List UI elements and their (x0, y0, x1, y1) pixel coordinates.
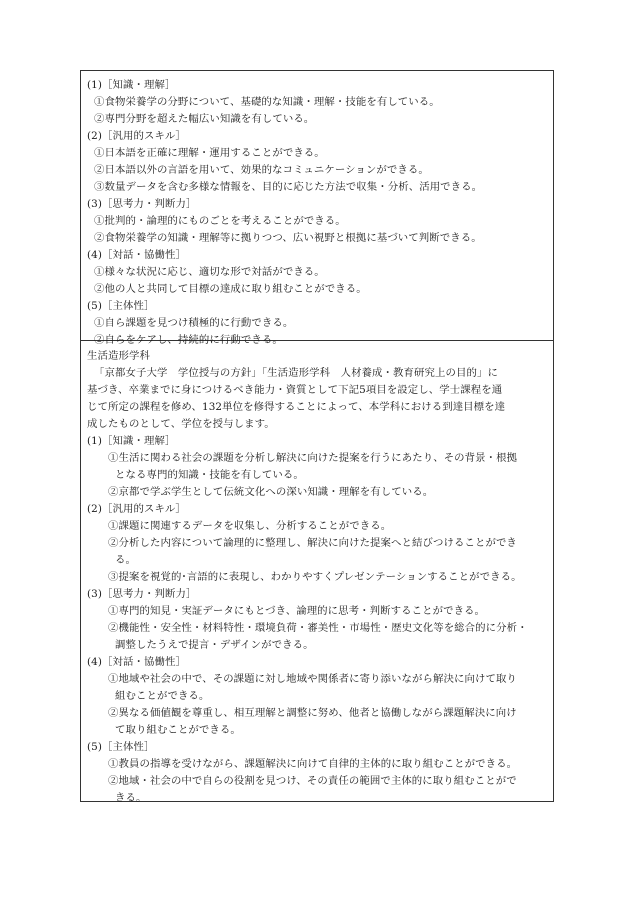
item-dialogue-2: ②他の人と共同して目標の達成に取り組むことができる。 (94, 283, 367, 295)
item-a2-2-b: きる。 (115, 792, 147, 804)
item-knowledge-2: ②専門分野を超えた幅広い知識を有している。 (94, 113, 315, 125)
intro-line-4: 成したものとして、学位を授与します。 (87, 418, 275, 430)
item-k2-1-a: ①生活に関わる社会の課題を分析し解決に向けた提案を行うにあたり、その背景・根拠 (108, 452, 518, 464)
item-dialogue-1: ①様々な状況に応じ、適切な形で対話ができる。 (94, 266, 325, 278)
heading-thinking-2: (3)［思考力・判断力］ (87, 588, 197, 600)
item-autonomy-1: ①自ら課題を見つけ積極的に行動できる。 (94, 317, 294, 329)
item-thinking-1: ①批判的・論理的にものごとを考えることができる。 (94, 215, 346, 227)
heading-knowledge-2: (1)［知識・理解］ (87, 435, 176, 447)
heading-autonomy-2: (5)［主体性］ (87, 741, 155, 753)
item-skills-2: ②日本語以外の言語を用いて、効果的なコミュニケーションができる。 (94, 164, 429, 176)
item-t2-2-a: ②機能性・安全性・材料特性・環境負荷・審美性・市場性・歴史文化等を総合的に分析・ (108, 622, 528, 634)
heading-dialogue-2: (4)［対話・協働性］ (87, 656, 186, 668)
intro-line-2: 基づき、卒業までに身につけるべき能力・資質として下記5項目を設定し、学士課程を通 (87, 384, 503, 396)
heading-generic-skills-2: (2)［汎用的スキル］ (87, 503, 186, 515)
item-skills-3: ③数量データを含む多様な情報を、目的に応じた方法で収集・分析、活用できる。 (94, 181, 483, 193)
heading-autonomy: (5)［主体性］ (87, 300, 155, 312)
item-thinking-2: ②食物栄養学の知識・理解等に拠りつつ、広い視野と根拠に基づいて判断できる。 (94, 232, 482, 244)
department-title: 生活造形学科 (87, 350, 150, 362)
intro-line-3: じて所定の課程を修め、132単位を修得することによって、本学科における到達目標を達 (87, 401, 506, 413)
heading-dialogue: (4)［対話・協働性］ (87, 249, 186, 261)
heading-generic-skills: (2)［汎用的スキル］ (87, 130, 186, 142)
item-skills-1: ①日本語を正確に理解・運用することができる。 (94, 147, 325, 159)
item-s2-2-a: ②分析した内容について論理的に整理し、解決に向けた提案へと結びつけることができ (108, 537, 517, 549)
item-d2-2-b: て取り組むことができる。 (115, 724, 241, 736)
item-s2-3: ③提案を視覚的･言語的に表現し、わかりやすくプレゼンテーションすることができる。 (108, 571, 522, 583)
item-a2-1: ①教員の指導を受けながら、課題解決に向けて自律的主体的に取り組むことができる。 (108, 758, 518, 770)
item-d2-1-a: ①地域や社会の中で、その課題に対し地域や関係者に寄り添いながら解決に向けて取り (108, 673, 517, 685)
intro-line-1: 「京都女子大学 学位授与の方針」「生活造形学科 人材養成・教育研究上の目的」に (94, 367, 498, 379)
item-a2-2-a: ②地域・社会の中で自らの役割を見つけ、その責任の範囲で主体的に取り組むことがで (108, 775, 517, 787)
item-autonomy-2: ②自らをケアし、持続的に行動できる。 (94, 334, 283, 346)
item-k2-2: ②京都で学ぶ学生として伝統文化への深い知識・理解を有している。 (108, 486, 434, 498)
item-d2-1-b: 組むことができる。 (115, 690, 210, 702)
item-t2-1: ①専門的知見・実証データにもとづき、論理的に思考・判断することができる。 (108, 605, 486, 617)
item-k2-1-b: となる専門的知識・技能を有している。 (115, 469, 304, 481)
heading-thinking: (3)［思考力・判断力］ (87, 198, 197, 210)
heading-knowledge: (1)［知識・理解］ (87, 79, 176, 91)
item-s2-1: ①課題に関連するデータを収集し、分析することができる。 (108, 520, 392, 532)
item-t2-2-b: 調整したうえで提言・デザインができる。 (115, 639, 314, 651)
item-knowledge-1: ①食物栄養学の分野について、基礎的な知識・理解・技能を有している。 (94, 96, 440, 108)
item-d2-2-a: ②異なる価値観を尊重し、相互理解と調整に努め、他者と協働しながら課題解決に向け (108, 707, 517, 719)
item-s2-2-b: る。 (115, 554, 136, 566)
